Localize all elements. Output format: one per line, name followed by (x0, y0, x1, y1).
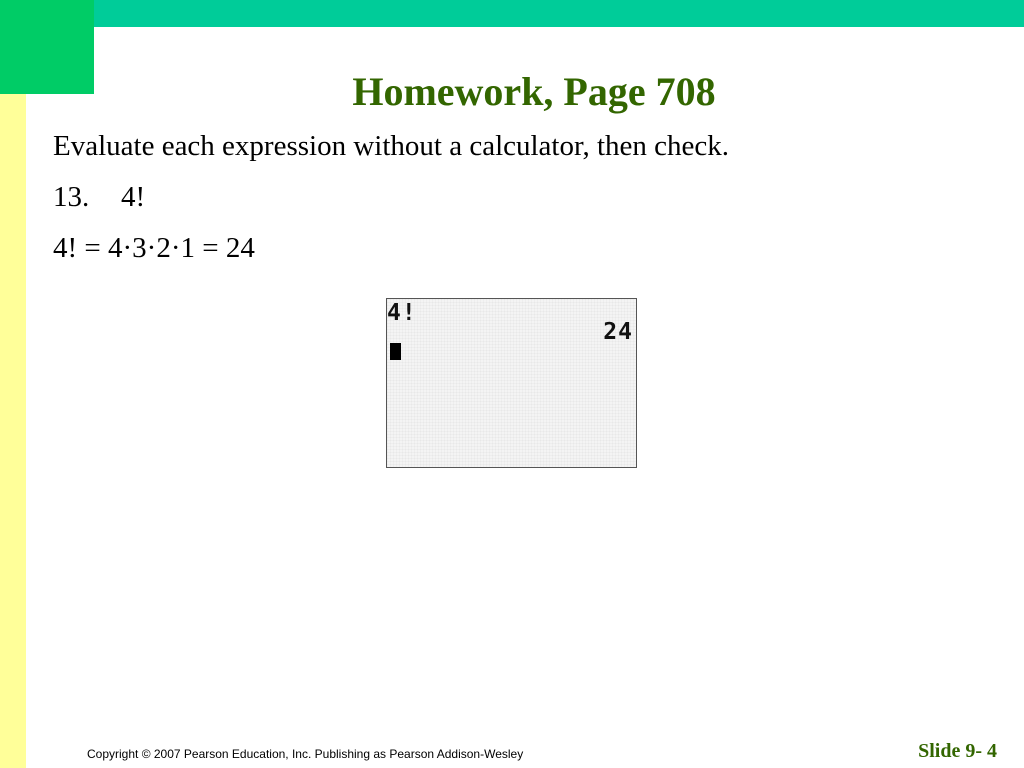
calculator-cursor (390, 343, 401, 360)
problem-line (53, 179, 145, 215)
calculator-screenshot (386, 298, 637, 468)
solution-line: 4! = 4·3·2·1 = 24 (53, 232, 255, 264)
top-accent-bar (0, 0, 1024, 27)
instruction-text: Evaluate each expression without a calculator, then check. (53, 130, 730, 162)
copyright-notice: Copyright © 2007 Pearson Education, Inc. Publishing as Pearson Addison-Wesley (87, 747, 524, 761)
left-accent-bar (0, 94, 26, 768)
slide-title: Homework, Page 708 (352, 69, 716, 114)
calculator-input: 4! (387, 300, 417, 326)
problem-expression: 4! (121, 181, 146, 213)
problem-number: 13. (53, 181, 90, 213)
slide-number: Slide 9- 4 (918, 740, 997, 762)
calculator-result: 24 (603, 319, 633, 345)
